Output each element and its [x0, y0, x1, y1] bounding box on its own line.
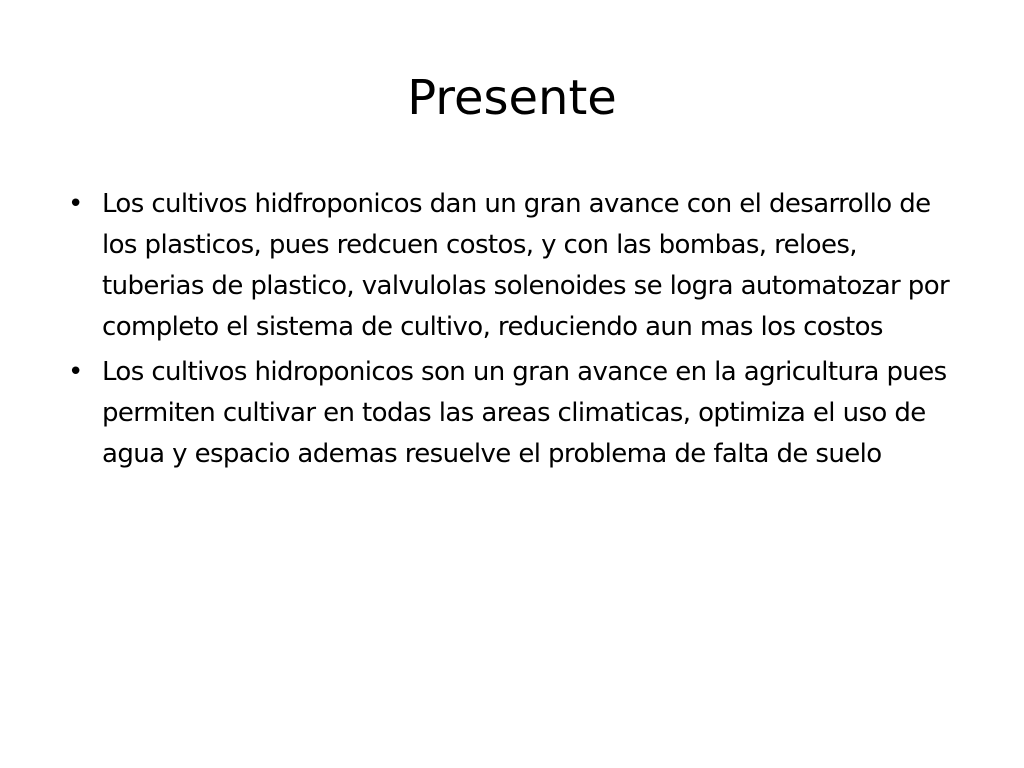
slide-title: Presente: [407, 70, 617, 126]
bullet-item-2: [60, 352, 966, 475]
bullet-text-2: Los cultivos hidroponicos son un gran avance en la agricultura pues permiten cultivar en todas las areas climaticas, optimiza el uso de agua y espacio ademas resuelve el problema de falta de suelo: [102, 357, 947, 469]
bullet-text-1: Los cultivos hidfroponicos dan un gran avance con el desarrollo de los plasticos, pues redcuen costos, y con las bombas, reloes, tuberias de plastico, valvulolas solenoides se logra automatozar por completo el sistema de cultivo, reduciendo aun mas los costos: [102, 189, 950, 342]
bullet-dot-icon: •: [68, 189, 83, 219]
bullet-list: [60, 184, 966, 479]
bullet-item-1: [60, 184, 966, 348]
bullet-dot-icon: •: [68, 357, 83, 387]
